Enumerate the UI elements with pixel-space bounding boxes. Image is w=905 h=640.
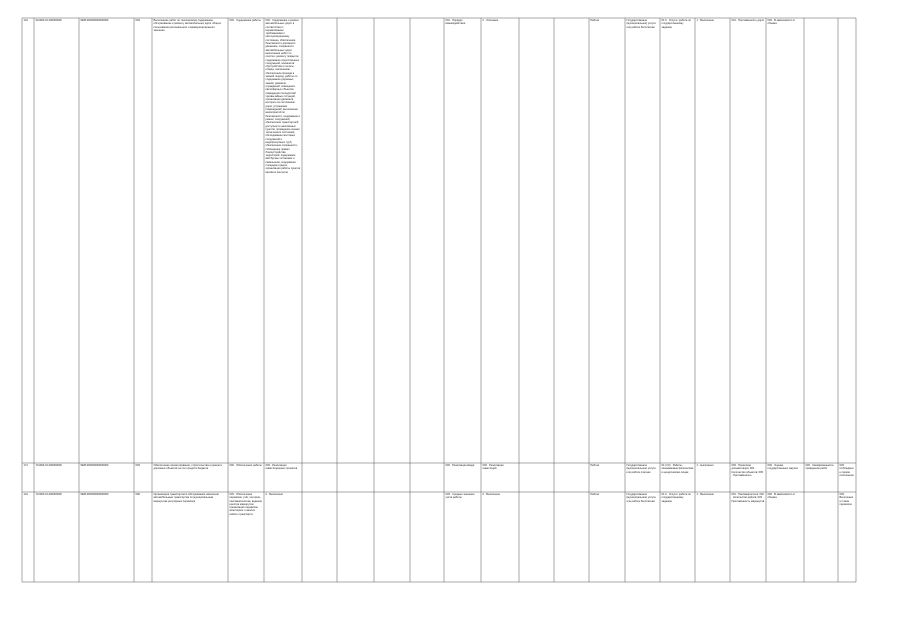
table-cell: 003 · Проектная документация; 004 · Количество объектов; 005 · Протяжённость — [731, 464, 763, 477]
table-cell — [410, 18, 444, 463]
table-cell: ЯНВ.000000000000000 — [80, 464, 109, 467]
table-cell — [554, 463, 589, 492]
table-cell: 001 · Пассажиропоток; 002 · Количество рейсов; 003 · Протяжённость маршрутов — [731, 493, 765, 503]
table-cell: Обеспечение проектирования, строительства и ремонта дорожных объектов за счет средств бюджета — [153, 464, 222, 471]
table-cell — [554, 492, 589, 582]
table-cell: 003 · Среднее значение учёта работы — [445, 493, 475, 500]
table-cell — [302, 463, 337, 492]
table-cell — [804, 18, 838, 463]
table-cell: 003 · Обеспечение перевозок: учёт, контроль пассажиропотока, ведение реестра маршрутов, организация перевозок, мониторинг и анализ работы транспорта — [229, 493, 262, 516]
table-cell: 001 · Протяжённость дорог — [731, 19, 765, 22]
table-cell: 006 — [135, 493, 140, 496]
table-cell — [554, 18, 589, 463]
table-cell: 2 · Описание — [482, 19, 499, 22]
table-cell — [410, 492, 444, 582]
table-cell: 01.0 · Услуга / работа по государственному заданию — [661, 19, 691, 29]
table-cell — [337, 18, 374, 463]
table-cell: 721000-01-000000000 — [35, 493, 62, 496]
table-cell — [302, 18, 337, 463]
table-cell: 321000-01-000000000 — [35, 19, 62, 22]
table-cell: 003 · Обеспечение работы — [229, 464, 262, 467]
table-cell: 002 · В зависимости от объема — [767, 493, 796, 500]
table-cell: 003 · Содержание работы — [229, 19, 261, 22]
table-cell — [838, 18, 856, 463]
table-cell — [374, 492, 410, 582]
table-cell — [804, 492, 838, 582]
table-cell: 721000-01-000000000 — [35, 464, 62, 467]
table-cell: 01.0 (0) · Работы, оказываемые физическим и юридическим лицам — [661, 464, 694, 474]
table-cell: Выполнение работ по техническому содержанию, обслуживанию и ремонту автомобильных дорог общего пользования регионального и межмуниципального значения — [153, 19, 222, 32]
table-cell: 003 — [135, 464, 140, 467]
table-cell: 003 · Реализация инвестиционных проектов — [265, 464, 298, 471]
table-cell: 004 · В зависимости от объема — [767, 19, 796, 26]
table-cell: 003 · Своевременность проведения работ — [805, 464, 834, 471]
table-cell: Государственное (муниципальное) услуга или работа платная — [626, 464, 656, 474]
table-cell: 01.0 · Услуга / работа по государственному заданию — [661, 493, 691, 503]
table-cell: 2 · Выполнено — [265, 493, 283, 496]
table-cell: 1 · выполнено — [696, 464, 714, 467]
table-cell — [337, 492, 374, 582]
table-cell: Работа — [590, 464, 600, 467]
table-cell: Государственное (муниципальное) услуга или работа бесплатная — [626, 493, 656, 503]
table-cell: 1 · Выполнено — [696, 493, 714, 496]
table-cell — [374, 18, 410, 463]
table-cell — [337, 463, 374, 492]
table-cell: Работа — [590, 19, 600, 22]
table-cell: 131 — [23, 19, 28, 22]
table-cell — [374, 463, 410, 492]
table-cell: Работа — [590, 493, 600, 496]
table-cell: 141 — [23, 493, 28, 496]
table-cell: 171 — [23, 464, 28, 467]
table-cell: 003 · Реализация инвестиций — [482, 464, 504, 471]
table-cell: 1 · Выполнено — [696, 19, 714, 22]
table-cell — [519, 18, 554, 463]
table-cell: 003 — [135, 19, 140, 22]
table-cell: 003 · Содержание и ремонт автомобильных дорог в соответствии с нормативными требованиями к эксплуатационному состоянию, обеспечение безопасности дорожного движения, сохранности автомобильных дорог, выполнение работ по очистке, ремонту покрытия, содержанию искусственных сооружений, элементов обустройства и полосы отвода, озеленению, обеспечению проезда в зимний период, работы по содержанию дорожных знаков, разметки, ограждений, освещения, светофорных объектов, ликвидация последствий чрезвычайных ситуаций, организация движения, контроль за состоянием дорог, устранение повреждений, выполнение мероприятий по безопасности, содержание и ремонт сооружений, обеспечение транспортной доступности населённых пунктов, проведение оценки технического состояния, обследование мостовых сооружений и водопропускных труб, обеспечение сохранности, соблюдение правил благоустройства территорий, содержание автобусных остановок и павильонов, содержание площадок отдыха, организация работы пунктов весового контроля — [265, 19, 301, 174]
table-cell: 001 · Порядок взаимодействия — [445, 19, 466, 26]
table-cell: 2 · Выполнено — [482, 493, 500, 496]
table-cell: Государственное (муниципальное) услуга или работа бесплатная — [626, 19, 656, 29]
table-cell: Организация транспортного обслуживания населения автомобильным транспортом по муниципальным маршрутам регулярных перевозок — [153, 493, 219, 503]
table-cell: 003 · Оценка государственных закупок — [767, 464, 798, 471]
table-cell — [519, 492, 554, 582]
table-cell: ЯНВ.000000000000000 — [80, 493, 109, 496]
table-cell: 003 · Соблюдение сроков исполнения — [839, 464, 854, 477]
table-cell — [302, 492, 337, 582]
table-cell: ЯНВ.000000000000000 — [80, 19, 109, 22]
table-cell — [519, 463, 554, 492]
table-cell — [410, 463, 444, 492]
table-cell: 003 · Выполнение плана перевозок — [839, 493, 854, 506]
table-cell: 003 · Реализация ввода — [445, 464, 475, 467]
